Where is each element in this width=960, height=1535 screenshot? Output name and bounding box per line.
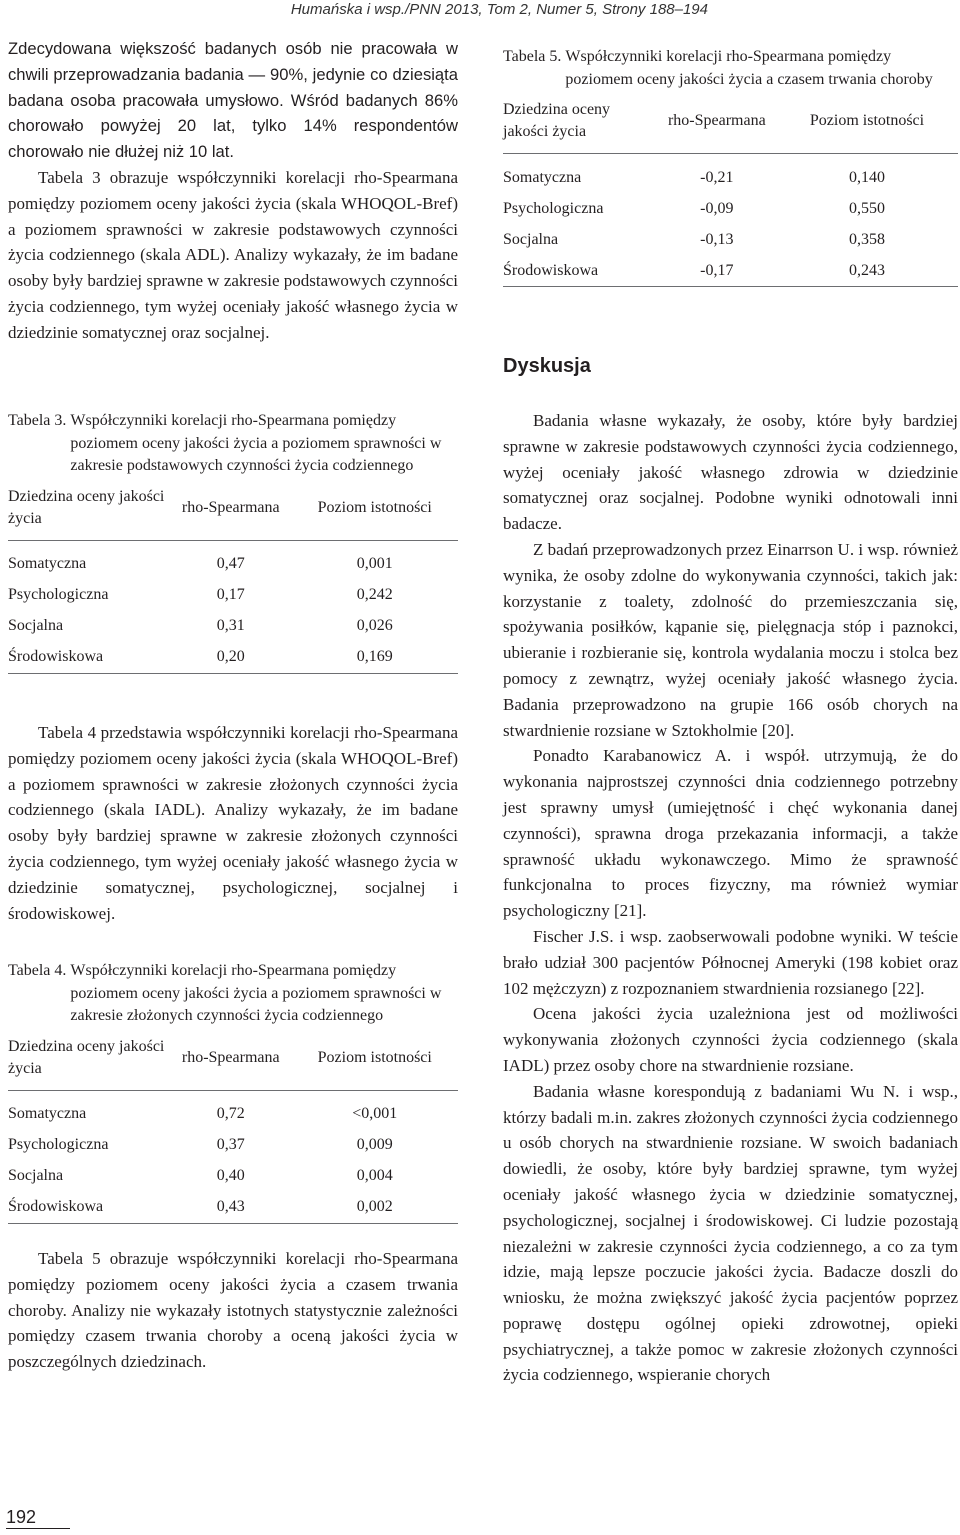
left-column-middle bbox=[8, 720, 458, 926]
table-cell: <0,001 bbox=[352, 1105, 398, 1123]
discussion-paragraph: Badania własne wykazały, że osoby, które były bardziej sprawne w zakresie podstawowych czynności życia codziennego, wyżej oceniały jakość własnego zdrowia w dziedzinie somatycznej oraz socjalnej. Podobne wyniki odnotowali inni badacze. bbox=[503, 411, 958, 534]
running-header: Humańska i wsp./PNN 2013, Tom 2, Numer 5, Strony 188–194 bbox=[290, 1, 708, 18]
table4-label: Tabela 4. bbox=[8, 962, 67, 979]
table-cell: -0,17 bbox=[658, 255, 776, 287]
table-cell: 0,550 bbox=[848, 199, 885, 217]
discussion-paragraph: Badania własne korespondują z badaniami Wu N. i wsp., którzy badali m.in. zakres złożonych czynności życia codziennego u osób chorych na stwardnienie rozsiane. W swoich badaniach dowiedli, że osoby, które były bardziej sprawne, tym wyżej oceniały jakość własnego życia w dziedzinie somatycznej, psychologicznej, socjalnej i środowiskowej. Ci ludzie pozostają niezależni w zakresie czynności życia codziennego, a co za tym idzie, mają lepsze poczucie jakości życia. Badacze doszli do wniosku, że można zwiększyć jakość życia pacjentów poprzez poprawę dostępu ogólnej opieki zdrowotnej, opieki psychiatrycznej, a także pomoc w zakresie złożonych czynności życia codziennego, wspieranie chorych bbox=[503, 1081, 958, 1385]
table3-header-rho: rho-Spearmana bbox=[170, 478, 292, 541]
table-row bbox=[503, 154, 958, 194]
paragraph-table3-intro: Tabela 3 obrazuje współczynniki korelacji rho-Spearmana pomiędzy poziomem oceny jakości życia (skala WHOQOL-Bref) a poziomem sprawności w zakresie podstawowych czynności życia codziennego (skala ADL). Analizy wykazały, że im badane osoby były bardziej sprawne w zakresie podstawowych czynności życia codziennego, tym wyżej oceniały jakość własnego życia w dziedzinie somatycznej oraz socjalnej. bbox=[8, 167, 458, 342]
table4-caption bbox=[8, 960, 458, 1028]
table3-caption-text: Współczynniki korelacji rho-Spearmana pomiędzy poziomem oceny jakości życia a poziomem sprawności w zakresie podstawowych czynności życia codziennego bbox=[70, 412, 442, 475]
table3 bbox=[8, 478, 458, 674]
paragraph-sample-description: Zdecydowana większość badanych osób nie pracowała w chwili przeprowadzania badania — 90%, jedynie co dziesiąta badana osoba pracowała umysłowo. Wśród badanych 86% chorowało powyżej 20 lat, tylko 14% respondentów chorowało nie dłużej niż 10 lat. bbox=[8, 39, 458, 162]
table-cell: Socjalna bbox=[8, 617, 64, 635]
table-row bbox=[8, 540, 458, 580]
table-cell: 0,169 bbox=[292, 642, 459, 674]
left-column-top bbox=[8, 36, 458, 346]
table-cell: 0,243 bbox=[776, 255, 958, 287]
table-cell: -0,21 bbox=[700, 168, 734, 186]
table-cell: 0,026 bbox=[356, 617, 393, 635]
table-cell: -0,13 bbox=[700, 230, 734, 248]
table-row bbox=[8, 642, 458, 674]
table4-block bbox=[8, 960, 458, 1224]
table-cell: 0,40 bbox=[216, 1167, 245, 1185]
table-cell: 0,001 bbox=[356, 555, 393, 573]
table4-caption-text: Współczynniki korelacji rho-Spearmana pomiędzy poziomem oceny jakości życia a poziomem sprawności w zakresie złożonych czynności życia codziennego bbox=[70, 962, 442, 1025]
table4 bbox=[8, 1028, 458, 1224]
paragraph-table5-intro: Tabela 5 obrazuje współczynniki korelacji rho-Spearmana pomiędzy poziomem oceny jakości życia a czasem trwania choroby. Analizy nie wykazały istotnych statystycznie zależności pomiędzy czasem trwania choroby a oceną jakości życia w poszczególnych dziedzinach. bbox=[8, 1249, 458, 1372]
table-cell: 0,37 bbox=[216, 1136, 245, 1154]
table-cell: Somatyczna bbox=[503, 168, 582, 186]
table-cell: Somatyczna bbox=[8, 555, 87, 573]
discussion-text bbox=[503, 408, 958, 1388]
table-row bbox=[503, 193, 958, 224]
table-row bbox=[8, 1161, 458, 1192]
page-number: 192 bbox=[6, 1506, 70, 1529]
table-cell: Środowiskowa bbox=[8, 1192, 170, 1224]
table-cell: Somatyczna bbox=[8, 1105, 87, 1123]
table-cell: Socjalna bbox=[503, 230, 559, 248]
discussion-paragraph: Z badań przeprowadzonych przez Einarrson U. i wsp. również wynika, że osoby zdolne do wykonywania czynności, takich jak: korzystanie z toalety, zdolność do przemieszczania się, spożywania posiłków, kąpanie się, pielęgnacja stóp i paznokci, ubieranie i rozbieranie się, kontrola wydalania moczu i stolca bez pomocy z zewnątrz, wyżej oceniały jakość własnego życia. Badania przeprowadzono na grupie 166 osób chorych na stwardnienie rozsiane w Sztokholmie [20]. bbox=[503, 539, 958, 740]
table-cell: Socjalna bbox=[8, 1167, 64, 1185]
table-cell: 0,009 bbox=[356, 1136, 393, 1154]
table-row bbox=[503, 224, 958, 255]
table-row bbox=[8, 580, 458, 611]
table-row bbox=[8, 1090, 458, 1130]
table-cell: Środowiskowa bbox=[503, 255, 658, 287]
table-cell: 0,358 bbox=[848, 230, 885, 248]
table-cell: 0,31 bbox=[216, 617, 245, 635]
table3-block bbox=[8, 410, 458, 674]
discussion-paragraph: Fischer J.S. i wsp. zaobserwowali podobne wyniki. W teście brało udział 300 pacjentów Północnej Ameryki (198 kobiet oraz 102 mężczyzn) z rozpoznaniem stwardnienia rozsianego [22]. bbox=[503, 926, 958, 998]
table-row bbox=[503, 255, 958, 287]
table-cell: -0,09 bbox=[700, 199, 734, 217]
table5-block bbox=[503, 46, 958, 287]
table5-header-rho: rho-Spearmana bbox=[658, 91, 776, 154]
table4-header-significance: Poziom istotności bbox=[292, 1028, 459, 1091]
table-row bbox=[8, 611, 458, 642]
table5-header-significance: Poziom istotności bbox=[776, 91, 958, 154]
table4-header-rho: rho-Spearmana bbox=[170, 1028, 292, 1091]
table3-caption bbox=[8, 410, 458, 478]
table5-label: Tabela 5. bbox=[503, 48, 562, 65]
table4-header-domain: Dziedzina oceny jakości życia bbox=[8, 1028, 170, 1091]
table-cell: 0,002 bbox=[292, 1192, 459, 1224]
discussion-paragraph: Ocena jakości życia uzależniona jest od możliwości wykonywania złożonych czynności życia codziennego (skala IADL) przez osoby chore na stwardnienie rozsiane. bbox=[503, 1004, 958, 1075]
table-cell: Środowiskowa bbox=[8, 642, 170, 674]
table5 bbox=[503, 91, 958, 287]
table-cell: 0,20 bbox=[170, 642, 292, 674]
table3-label: Tabela 3. bbox=[8, 412, 67, 429]
table-cell: 0,004 bbox=[356, 1167, 393, 1185]
table5-header-domain: Dziedzina oceny jakości życia bbox=[503, 91, 658, 154]
table5-caption-text: Współczynniki korelacji rho-Spearmana pomiędzy poziomem oceny jakości życia a czasem trwania choroby bbox=[565, 48, 933, 88]
table-cell: Psychologiczna bbox=[8, 586, 109, 604]
table-cell: 0,47 bbox=[216, 555, 245, 573]
table3-header-domain: Dziedzina oceny jakości życia bbox=[8, 478, 170, 541]
table3-header-significance: Poziom istotności bbox=[292, 478, 459, 541]
table-cell: 0,17 bbox=[216, 586, 245, 604]
table-row bbox=[8, 1130, 458, 1161]
discussion-paragraph: Ponadto Karabanowicz A. i współ. utrzymują, że do wykonania najprostszej czynności dnia codziennego potrzebny jest sprawny umysł (umiejętność i chęć wykonania danej czynności), sprawna droga przekazania informacji, a także sprawność układu wykonawczego. Mimo że sprawność funkcjonalna to proces fizyczny, ma również wymiar psychologiczny [21]. bbox=[503, 746, 958, 921]
table-cell: Psychologiczna bbox=[503, 199, 604, 217]
section-heading-discussion: Dyskusja bbox=[503, 355, 591, 377]
table-cell: 0,72 bbox=[216, 1105, 245, 1123]
paragraph-table4-intro: Tabela 4 przedstawia współczynniki korelacji rho-Spearmana pomiędzy poziomem oceny jakości życia (skala WHOQOL-Bref) a poziomem sprawności w zakresie złożonych czynności życia codziennego (skala IADL). Analizy wykazały, że im badane osoby były bardziej sprawne w zakresie złożonych czynności życia codziennego, tym wyżej oceniały jakość własnego życia w dziedzinie somatycznej, psychologicznej, socjalnej i środowiskowej. bbox=[8, 723, 458, 923]
table5-caption bbox=[503, 46, 958, 91]
table-cell: 0,43 bbox=[170, 1192, 292, 1224]
left-column-bottom bbox=[8, 1246, 458, 1375]
table-cell: 0,140 bbox=[848, 168, 885, 186]
table-cell: 0,242 bbox=[356, 586, 393, 604]
table-cell: Psychologiczna bbox=[8, 1136, 109, 1154]
table-row bbox=[8, 1192, 458, 1224]
